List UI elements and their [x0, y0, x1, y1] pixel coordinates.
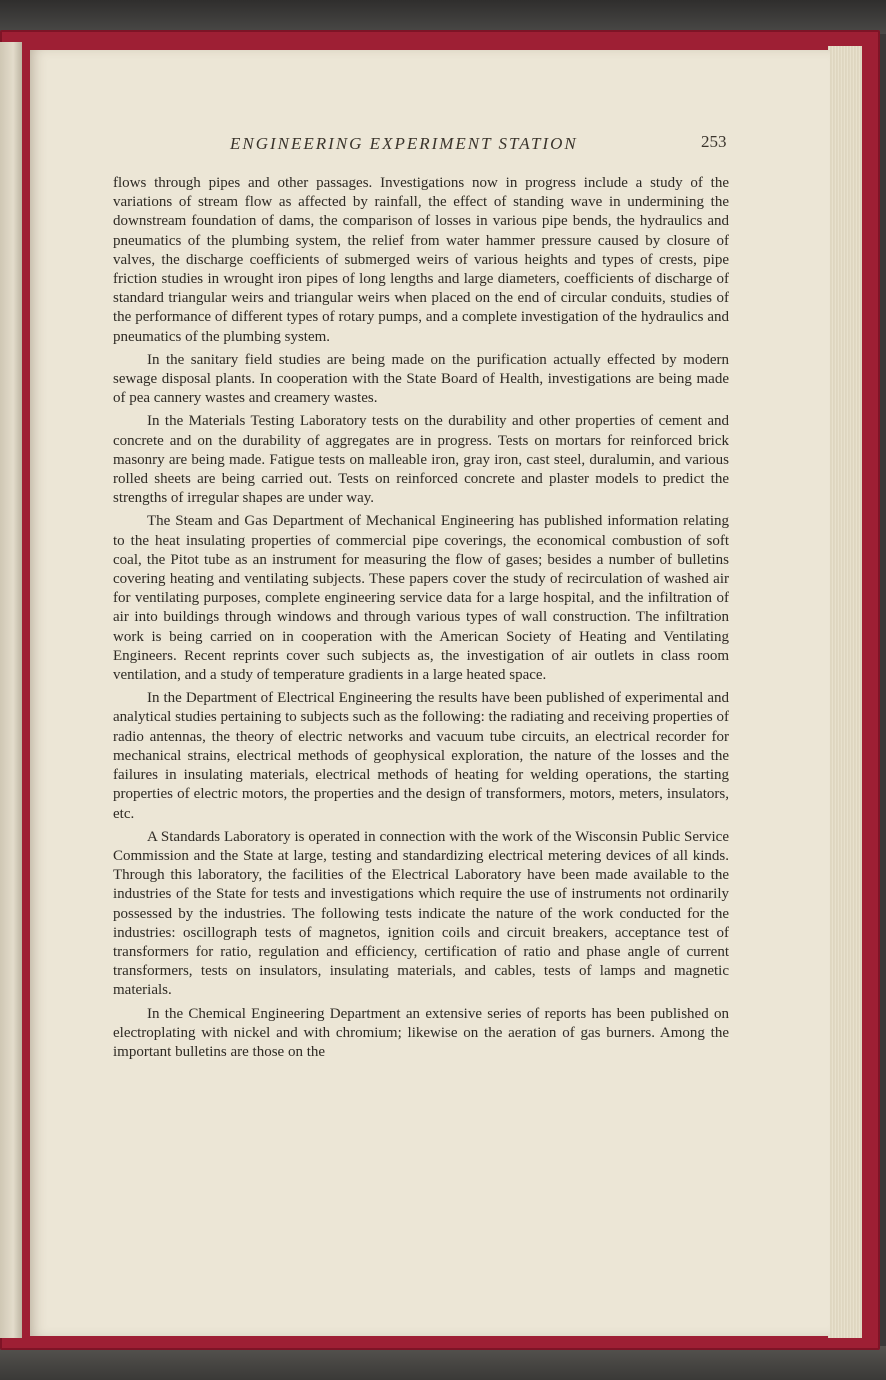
paragraph: In the Chemical Engineering Department an extensive series of reports has been published on electroplating with nickel and with chromium; likewise on the aeration of gas burners. Among the important bulletins are those on the	[113, 1005, 729, 1060]
running-head	[0, 130, 886, 160]
scan-background-top	[0, 0, 886, 34]
page-number: 253	[701, 132, 727, 151]
paragraph: In the Materials Testing Laboratory tests on the durability and other properties of cement and concrete and on the durability of aggregates are in progress. Tests on mortars for reinforced brick masonry are being made. Fatigue tests on malleable iron, gray iron, cast steel, duralumin, and various rolled sheets are being carried out. Tests on reinforced concrete and plaster models to predict the strengths of irregular shapes are under way.	[113, 413, 729, 507]
paragraph: In the sanitary field studies are being made on the purification actually effected by modern sewage disposal plants. In cooperation with the State Board of Health, investigations are being made of pea cannery wastes and creamery wastes.	[113, 351, 729, 407]
paragraph: The Steam and Gas Department of Mechanical Engineering has published information relating to the heat insulating properties of commercial pipe coverings, the economical combustion of soft coal, the Pitot tube as an instrument for measuring the flow of gases; besides a number of bulletins covering heating and ventilating subjects. These papers cover the study of recirculation of washed air for ventilating purposes, complete engineering service data for a large hospital, and the infiltration of air into buildings through windows and through various types of wall construction. The infiltration work is being carried on in cooperation with the American Society of Heating and Ventilating Engineers. Recent reprints cover such subjects as, the investigation of air outlets in class room ventilation, and a study of temperature gradients in a large heated space.	[113, 513, 729, 684]
running-head-title: ENGINEERING EXPERIMENT STATION	[230, 134, 578, 153]
body-text	[113, 174, 729, 1066]
paragraph: In the Department of Electrical Engineering the results have been published of experimental and analytical studies pertaining to subjects such as the following: the radiating and receiving properties of radio antennas, the theory of electric networks and vacuum tube circuits, an electrical recorder for mechanical strains, electrical methods of geophysical exploration, the nature of the losses and the failures in insulating materials, electrical methods of heating for welding operations, the starting properties of electric motors, the properties and the design of transformers, motors, meters, insulators, etc.	[113, 690, 729, 822]
page-edges	[828, 46, 862, 1338]
paragraph: flows through pipes and other passages. Investigations now in progress include a study of the variations of stream flow as affected by rainfall, the effect of standing wave in undermining the downstream foundation of dams, the comparison of losses in various pipe bends, the hydraulics and pneumatics of the plumbing system, the relief from water hammer pressure caused by closure of valves, the discharge coefficients of submerged weirs of various heights and types of crests, pipe friction studies in wrought iron pipes of long lengths and large diameters, coefficients of discharge of standard triangular weirs and triangular weirs when placed on the end of circular conduits, studies of the performance of different types of rotary pumps, and a complete investigation of the hydraulics and pneumatics of the plumbing system.	[113, 175, 729, 345]
facing-page-edge	[0, 42, 22, 1338]
paragraph: A Standards Laboratory is operated in connection with the work of the Wisconsin Public Service Commission and the State at large, testing and standardizing electrical metering devices of all kinds. Through this laboratory, the facilities of the Electrical Laboratory have been made available to the industries of the State for tests and investigations which require the use of instruments not ordinarily possessed by the industries. The following tests indicate the nature of the work conducted for the industries: oscillograph tests of magnetos, ignition coils and circuit breakers, acceptance test of transformers for ratio, regulation and efficiency, certification of ratio and phase angle of current transformers, tests on insulators, insulating materials, and cables, tests of lamps and magnetic materials.	[113, 828, 729, 999]
scan-background-bottom	[0, 1346, 886, 1380]
